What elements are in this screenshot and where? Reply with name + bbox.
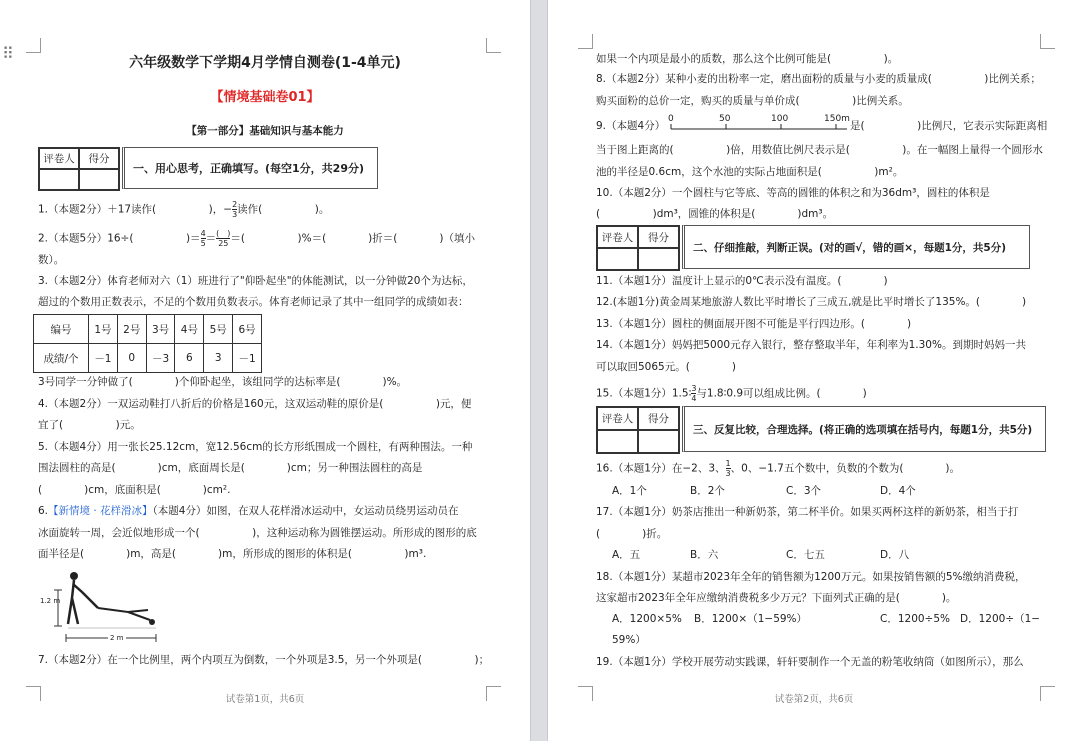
- option-c[interactable]: C．1200÷5%: [880, 613, 951, 625]
- question-14-cont: 可以取回5065元。( ): [596, 361, 736, 373]
- table-cell: 0: [117, 344, 146, 373]
- question-8: 8.（本题2分）某种小麦的出粉率一定，磨出面粉的质量与小麦的质量成( )比例关系；: [596, 73, 1041, 85]
- table-cell: 2号: [117, 315, 146, 344]
- figure-skating-illustration: [38, 568, 168, 644]
- grader-box: [596, 225, 680, 271]
- question-5: 5.（本题4分）用一张长25.12cm，宽12.56cm的长方形纸围成一个圆柱，有两种围法。一种: [38, 441, 473, 453]
- table-row: [34, 344, 262, 373]
- question-7: 7.（本题2分）在一个比例里，两个内项互为倒数，一个外项是3.5，另一个外项是( )；: [38, 654, 490, 666]
- question-8-cont: 购买面粉的总价一定，购买的质量与单价成( )比例关系。: [596, 95, 909, 107]
- table-cell: －1: [89, 344, 118, 373]
- question-15: 15.（本题1分）1.5∶ $\frac{3}{4}$ 与1.8∶0.9可以组成比例。( ): [596, 384, 867, 403]
- crop-mark: [486, 38, 501, 53]
- line-scale-ruler: [668, 114, 850, 134]
- question-16: 16.（本题1分）在−2、3、 $\frac{1}{3}$ 、0、−1.7五个数中，负数的个数为( )。: [596, 459, 961, 478]
- score-label: 得分: [638, 407, 679, 430]
- option-a[interactable]: A．五: [612, 549, 641, 561]
- page-footer: 试卷第2页，共6页: [774, 694, 854, 705]
- ruler-label: 0: [668, 114, 674, 124]
- table-cell: －3: [146, 344, 175, 373]
- drag-handle-icon[interactable]: ⠿: [2, 44, 12, 63]
- grader-label: 评卷人: [597, 407, 638, 430]
- question-13: 13.（本题1分）圆柱的侧面展开图不可能是平行四边形。( ): [596, 318, 912, 330]
- question-tag: 【新情境 · 花样滑冰】: [48, 505, 153, 517]
- exam-subtitle: 【情境基础卷01】: [210, 90, 320, 105]
- exam-page-2: [548, 0, 1080, 741]
- question-7-cont: 如果一个内项是最小的质数，那么这个比例可能是( )。: [596, 53, 899, 65]
- table-row: [34, 315, 262, 344]
- question-17-cont: ( )折。: [596, 528, 668, 540]
- option-d[interactable]: D．八: [880, 549, 910, 561]
- section-3-heading: 三、反复比较，合理选择。(将正确的选项填在括号内，每题1分，共5分): [682, 406, 1046, 452]
- table-cell: 4号: [175, 315, 204, 344]
- grader-cell[interactable]: [597, 430, 638, 453]
- grader-cell[interactable]: [39, 169, 79, 190]
- grader-box: [596, 406, 680, 454]
- table-cell: 3号: [146, 315, 175, 344]
- question-18: 18.（本题1分）某超市2023年全年的销售额为1200万元。如果按销售额的5%缴纳消费税，: [596, 571, 1026, 583]
- question-14: 14.（本题1分）妈妈把5000元存入银行，整存整取半年，年利率为1.30%。到期时妈妈一共: [596, 339, 1026, 351]
- score-cell[interactable]: [638, 430, 679, 453]
- grader-label: 评卷人: [597, 226, 638, 248]
- figure-height-label: 1.2 m: [40, 597, 61, 605]
- fraction: $\frac{4}{5}$: [200, 229, 206, 248]
- option-a[interactable]: A．1200×5%: [612, 613, 682, 625]
- question-4-cont: 宜了( )元。: [38, 419, 141, 431]
- ruler-label: 150m: [824, 114, 850, 124]
- question-5-cont: 围法圆柱的高是( )cm，底面周长是( )cm；另一种围法圆柱的高是: [38, 462, 423, 474]
- fraction: $\frac{3}{4}$: [691, 384, 697, 403]
- fraction: $\frac{( )}{25}$: [216, 229, 231, 248]
- table-cell: 6号: [233, 315, 262, 344]
- section-1-heading: 一、用心思考，正确填写。(每空1分，共29分): [122, 147, 378, 189]
- question-3-answer: 3号同学一分钟做了( )个仰卧起坐，该组同学的达标率是( )%。: [38, 376, 408, 388]
- table-cell: 3: [204, 344, 233, 373]
- page-footer: 试卷第1页，共6页: [225, 694, 305, 705]
- option-d[interactable]: D．1200÷（1−: [960, 613, 1041, 625]
- exam-page-1: [0, 0, 530, 741]
- option-d[interactable]: D．4个: [880, 485, 916, 497]
- score-label: 得分: [638, 226, 679, 248]
- section-2-heading: 二、仔细推敲，判断正误。(对的画√，错的画×，每题1分，共5分): [682, 225, 1030, 269]
- table-cell: 编号: [34, 315, 89, 344]
- crop-mark: [578, 34, 593, 49]
- score-table: [33, 314, 262, 373]
- ruler-label: 100: [771, 114, 789, 124]
- grader-box: [38, 147, 120, 191]
- score-cell[interactable]: [638, 248, 679, 270]
- question-6-cont: 冰面旋转一周，会近似地形成一个( )，这种运动称为圆锥摆运动。所形成的图形的底: [38, 527, 477, 539]
- page-gutter: [530, 0, 548, 741]
- fraction: $\frac{2}{3}$: [232, 200, 238, 219]
- question-3-cont: 超过的个数用正数表示，不足的个数用负数表示。体育老师记录了其中一组同学的成绩如表：: [38, 296, 469, 308]
- question-9: 是( )比例尺，它表示实际距离相: [850, 120, 1048, 132]
- option-b[interactable]: B．六: [690, 549, 719, 561]
- question-4: 4.（本题2分）一双运动鞋打八折后的价格是160元，这双运动鞋的原价是( )元，便: [38, 398, 472, 410]
- ruler-label: 50: [719, 114, 731, 124]
- option-c[interactable]: C．3个: [786, 485, 822, 497]
- option-c[interactable]: C．七五: [786, 549, 825, 561]
- grader-label: 评卷人: [39, 148, 79, 169]
- question-1: 1.（本题2分）＋17读作( )，− $\frac{2}{3}$ 读作( )。: [38, 200, 330, 219]
- part-heading: 【第一部分】基础知识与基本能力: [186, 125, 344, 137]
- question-9-prefix: 9.（本题4分）: [596, 120, 666, 132]
- crop-mark: [1040, 34, 1055, 49]
- question-6: 6.【新情境 · 花样滑冰】（本题4分）如图，在双人花样滑冰运动中，女运动员绕男运动员在: [38, 505, 459, 517]
- question-10: 10.（本题2分）一个圆柱与它等底、等高的圆锥的体积之和为36dm³，圆柱的体积是: [596, 187, 990, 199]
- question-9-cont2: 池的半径是0.6cm，这个水池的实际占地面积是( )m²。: [596, 166, 904, 178]
- question-2: 2.（本题5分）16÷( )＝ $\frac{4}{5}$ ＝ $\frac{( )}{25}$ ＝( )%＝( )折＝( )（填小: [38, 229, 475, 248]
- table-cell: 1号: [89, 315, 118, 344]
- option-b[interactable]: B．1200×（1−59%）: [694, 613, 808, 625]
- question-6-cont2: 面半径是( )m，高是( )m，所形成的图形的体积是( )m³.: [38, 548, 427, 560]
- table-cell: 成绩/个: [34, 344, 89, 373]
- question-5-cont2: ( )cm，底面积是( )cm².: [38, 484, 231, 496]
- option-d-cont: 59%）: [612, 634, 646, 646]
- option-b[interactable]: B．2个: [690, 485, 725, 497]
- fraction: $\frac{1}{3}$: [725, 459, 731, 478]
- grader-cell[interactable]: [597, 248, 638, 270]
- table-cell: 6: [175, 344, 204, 373]
- question-11: 11.（本题1分）温度计上显示的0℃表示没有温度。( ): [596, 275, 888, 287]
- score-cell[interactable]: [79, 169, 119, 190]
- question-12: 12.(本题1分)黄金周某地旅游人数比平时增长了三成五,就是比平时增长了135%。( ): [596, 296, 1027, 308]
- figure-width-label: 2 m: [110, 634, 124, 642]
- table-cell: －1: [233, 344, 262, 373]
- option-a[interactable]: A．1个: [612, 485, 647, 497]
- question-17: 17.（本题1分）奶茶店推出一种新奶茶，第二杯半价。如果买两杯这样的新奶茶，相当于打: [596, 506, 1019, 518]
- crop-mark: [26, 38, 41, 53]
- table-cell: 5号: [204, 315, 233, 344]
- question-2-cont: 数）。: [38, 254, 65, 266]
- exam-title: 六年级数学下学期4月学情自测卷(1-4单元): [129, 55, 401, 71]
- question-10-cont: ( )dm³，圆锥的体积是( )dm³。: [596, 208, 834, 220]
- question-19: 19.（本题1分）学校开展劳动实践课，轩轩要制作一个无盖的粉笔收纳筒（如图所示），那么: [596, 656, 1024, 668]
- question-3: 3.（本题2分）体育老师对六（1）班进行了"仰卧起坐"的体能测试，以一分钟做20个为达标，: [38, 275, 473, 287]
- question-18-cont: 这家超市2023年全年应缴纳消费税多少万元？下面列式正确的是( )。: [596, 592, 957, 604]
- question-9-cont: 当于图上距离的( )倍，用数值比例尺表示是( )。在一幅图上量得一个圆形水: [596, 144, 1043, 156]
- score-label: 得分: [79, 148, 119, 169]
